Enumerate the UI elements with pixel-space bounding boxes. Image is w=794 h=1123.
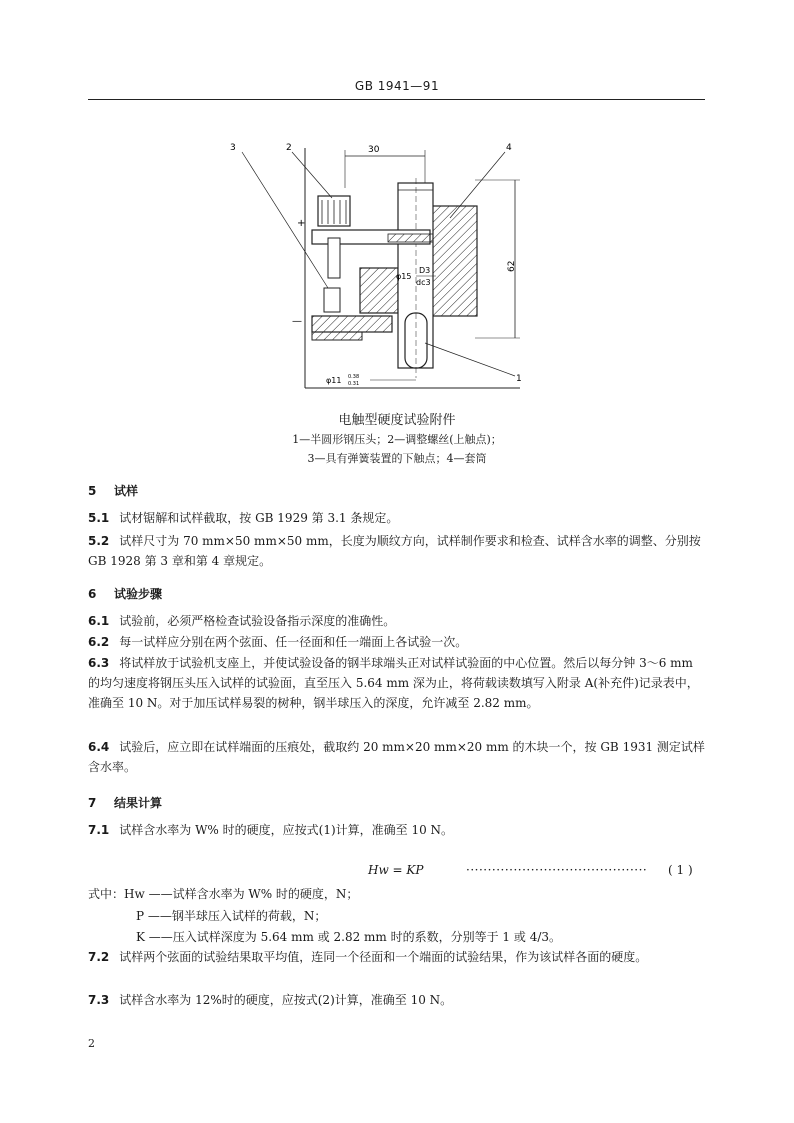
clause-6-3: 6.3 将试样放于试验机支座上，并使试验设备的钢半球端头正对试样试验面的中心位置。然后以每分钟 3～6 mm 的均匀速度将钢压头压入试样的试验面，直至压入 5.64 mm 深为止，将荷载读数填写入附录 A(补充件)记录表中，准确至 10 N。对于加压试样易裂的树种，钢半球压入的深度，允许减至 2.82 mm。 bbox=[88, 656, 699, 710]
where-k: K ——压入试样深度为 5.64 mm 或 2.82 mm 时的系数，分别等于 1 或 4/3。 bbox=[136, 930, 562, 944]
clause-6-4: 6.4 试验后，应立即在试样端面的压痕处，截取约 20 mm×20 mm×20 mm 的木块一个，按 GB 1931 测定试样含水率。 bbox=[88, 740, 705, 774]
bottom-diameter: φ11 bbox=[326, 376, 342, 385]
bottom-tol-lower: 0.31 bbox=[348, 381, 360, 387]
clause-5-1: 5.1 试材锯解和试样截取，按 GB 1929 第 3.1 条规定。 bbox=[88, 511, 399, 525]
figure-caption-line2: 3—具有弹簧装置的下触点；4—套筒 bbox=[307, 452, 487, 465]
formula-number: ( 1 ) bbox=[668, 863, 693, 877]
dim-width-text: 30 bbox=[368, 145, 380, 155]
page-header: GB 1941—91 bbox=[354, 79, 440, 93]
plus-sign: + bbox=[297, 218, 306, 229]
figure-caption-line1: 1—半圆形钢压头；2—调整螺丝(上触点)； bbox=[292, 433, 502, 446]
section-6-heading: 6 试验步骤 bbox=[88, 587, 163, 601]
label-1: 1 bbox=[516, 374, 522, 384]
formula-leader: ·········································· bbox=[466, 863, 648, 877]
label-2: 2 bbox=[286, 143, 292, 153]
dim-height-text: 62 bbox=[507, 260, 517, 272]
formula-expression: Hw = KP bbox=[368, 863, 424, 877]
figure-caption-title: 电触型硬度试验附件 bbox=[338, 413, 456, 428]
clause-7-3: 7.3 试样含水率为 12%时的硬度，应按式(2)计算，准确至 10 N。 bbox=[88, 993, 453, 1007]
fit-denominator: dc3 bbox=[416, 278, 431, 287]
clause-7-1: 7.1 试样含水率为 W% 时的硬度，应按式(1)计算，准确至 10 N。 bbox=[88, 823, 454, 837]
clause-7-2: 7.2 试样两个弦面的试验结果取平均值，连同一个径面和一个端面的试验结果，作为该试样各面的硬度。 bbox=[88, 950, 648, 964]
minus-sign: — bbox=[292, 316, 302, 327]
clause-6-1: 6.1 试验前，必须严格检查试验设备指示深度的准确性。 bbox=[88, 614, 396, 628]
section-7-heading: 7 结果计算 bbox=[88, 796, 163, 810]
label-4: 4 bbox=[506, 143, 512, 153]
lower-contact bbox=[324, 288, 340, 312]
technical-drawing bbox=[220, 138, 550, 394]
clause-6-2: 6.2 每一试样应分别在两个弦面、任一径面和任一端面上各试验一次。 bbox=[88, 635, 468, 649]
bottom-tol-upper: 0.38 bbox=[348, 374, 360, 380]
where-hw: 式中：Hw ——试样含水率为 W% 时的硬度，N； bbox=[88, 887, 359, 901]
header-rule bbox=[88, 99, 705, 100]
where-p: P ——钢半球压入试样的荷载，N； bbox=[136, 909, 327, 923]
fit-diameter: φ15 bbox=[396, 272, 412, 281]
clause-5-2: 5.2 试样尺寸为 70 mm×50 mm×50 mm，长度为顺纹方向，试样制作要求和检查、试样含水率的调整、分别按 GB 1928 第 3 章和第 4 章规定。 bbox=[88, 534, 701, 568]
page-number: 2 bbox=[88, 1037, 95, 1050]
fit-numerator: D3 bbox=[419, 266, 431, 275]
label-3: 3 bbox=[230, 143, 236, 153]
section-5-heading: 5 试样 bbox=[88, 484, 139, 498]
